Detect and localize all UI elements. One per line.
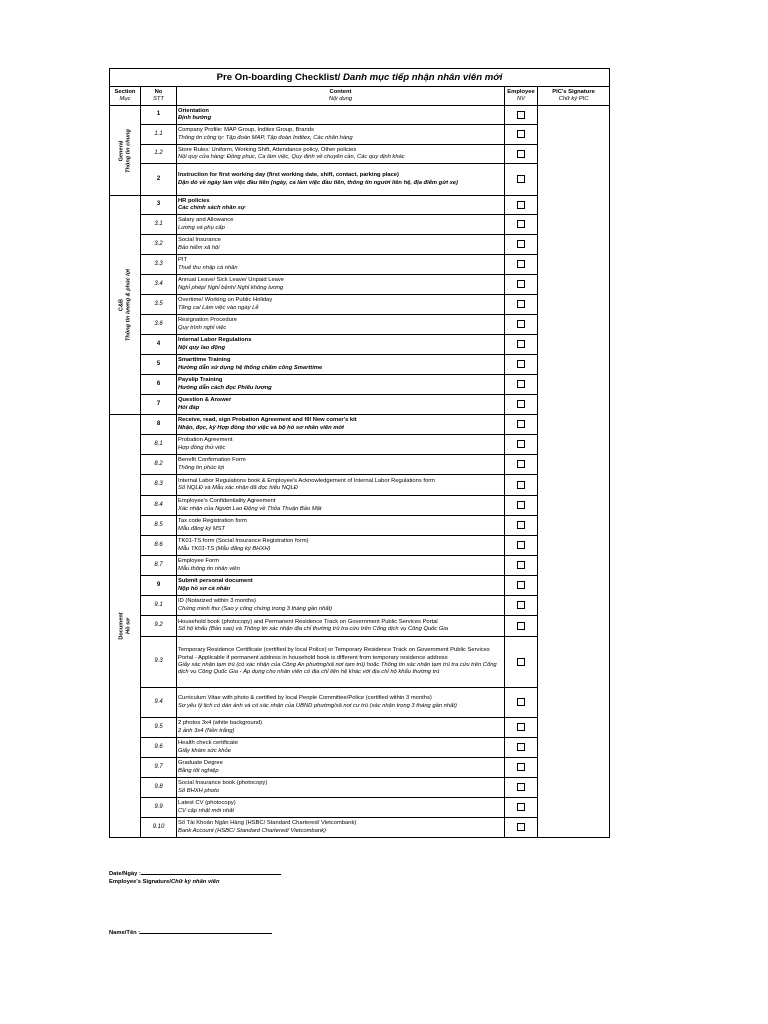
- content-vi: Lương và phụ cấp: [178, 224, 225, 231]
- content-en: 2 photos 3x4 (white background): [178, 720, 263, 727]
- table-row: [110, 798, 610, 818]
- employee-checkbox[interactable]: [517, 400, 525, 408]
- content-en: Curriculum Vitae with photo & certified by local People Committee/Police (certified within 3 months): [178, 695, 432, 702]
- table-row: [110, 616, 610, 637]
- content-en: Store Rules: Uniform, Working Shift, Attendance policy, Other policies: [178, 146, 357, 153]
- content-vi: Mẫu đăng ký MST: [178, 525, 226, 532]
- content-en: Số Tài Khoản Ngân Hàng (HSBC/ Standard Chartered/ Vietcombank): [178, 820, 357, 827]
- section-cb: [110, 196, 141, 415]
- row-number: 4: [141, 335, 177, 355]
- signature-label-vi: Chữ ký nhân viên: [170, 879, 220, 885]
- content-vi: Hướng dẫn cách đọc Phiếu lương: [178, 384, 272, 391]
- content-en: Company Profile: MAP Group, Inditex Group, Brands: [178, 127, 314, 134]
- table-row: [110, 395, 610, 415]
- row-content: [177, 516, 505, 536]
- content-en: HR policies: [178, 197, 210, 204]
- row-content: [177, 616, 505, 637]
- employee-check-cell: [505, 375, 538, 395]
- content-en: Resignation Procedure: [178, 317, 237, 324]
- employee-checkbox[interactable]: [517, 130, 525, 138]
- employee-check-cell: [505, 576, 538, 596]
- content-vi: Chứng minh thư (Sao y công chứng trong 3 tháng gần nhất): [178, 605, 333, 612]
- employee-check-cell: [505, 164, 538, 196]
- row-number: 8.2: [141, 455, 177, 475]
- row-content: [177, 496, 505, 516]
- content-vi: 2 ảnh 3x4 (Nền trắng): [178, 727, 235, 734]
- row-number: 9.9: [141, 798, 177, 818]
- content-vi: Hợp đồng thử việc: [178, 444, 226, 451]
- employee-check-cell: [505, 295, 538, 315]
- table-row: [110, 516, 610, 536]
- content-en: Temporary Residence Certificate (certified by local Police) or Temporary Residence Track on Government Public Services Portal - Applicable if permanent address in household book is different from temporary residence address: [178, 647, 490, 661]
- employee-check-cell: [505, 415, 538, 435]
- content-vi: Thuế thu nhập cá nhân: [178, 264, 238, 271]
- row-number: 8.7: [141, 556, 177, 576]
- employee-checkbox[interactable]: [517, 601, 525, 609]
- table-row: [110, 758, 610, 778]
- row-number: 8.1: [141, 435, 177, 455]
- content-vi: Bằng tốt nghiệp: [178, 767, 219, 774]
- row-content: [177, 718, 505, 738]
- row-content: [177, 738, 505, 758]
- table-row: [110, 255, 610, 275]
- employee-check-cell: [505, 106, 538, 125]
- row-content: [177, 196, 505, 215]
- header-content: Content Nội dung: [177, 87, 505, 106]
- employee-check-cell: [505, 475, 538, 496]
- row-number: 2: [141, 164, 177, 196]
- row-content: [177, 778, 505, 798]
- content-vi: Giấy xác nhận tạm trú (có xác nhận của Công An phường/xã nơi tạm trú) hoặc Thông tin xác nhận tạm trú tra cứu trên Cổng dịch vụ Công Quốc Gia - Áp dụng cho nhân viên có địa chỉ liên hệ khác với địa chỉ hộ khẩu thường trú: [178, 662, 497, 676]
- date-label: Date/Ngày :: [109, 871, 141, 877]
- section-label: Document: [118, 612, 125, 640]
- content-en: Instruction for first working day (first working date, shift, contact, parking place): [178, 172, 399, 179]
- checklist-sheet: [109, 68, 609, 838]
- row-number: 3: [141, 196, 177, 215]
- header-section: Section Mục: [110, 87, 141, 106]
- content-vi: Mẫu TK01-TS (Mẫu đăng ký BHXH): [178, 545, 271, 552]
- content-vi: Hỏi đáp: [178, 404, 200, 411]
- row-content: [177, 395, 505, 415]
- employee-check-cell: [505, 395, 538, 415]
- content-vi: Thông tin công ty: Tập đoàn MAP, Tập đoàn Inditex, Các nhãn hàng: [178, 134, 353, 141]
- employee-checkbox[interactable]: [517, 658, 525, 666]
- content-en: Smarttime Training: [178, 357, 231, 364]
- table-row: [110, 375, 610, 395]
- content-en: Orientation: [178, 107, 209, 114]
- row-number: 9.7: [141, 758, 177, 778]
- table-row: [110, 718, 610, 738]
- content-vi: Giấy khám sức khỏe: [178, 747, 231, 754]
- row-number: 1: [141, 106, 177, 125]
- content-en: PIT: [178, 257, 188, 264]
- row-number: 1.1: [141, 125, 177, 145]
- signature-footer: [109, 868, 281, 886]
- row-number: 3.2: [141, 235, 177, 255]
- row-content: [177, 315, 505, 335]
- employee-checkbox[interactable]: [517, 340, 525, 348]
- content-en: ID (Notarized within 3 months): [178, 598, 256, 605]
- content-en: Probation Agreement: [178, 437, 233, 444]
- employee-check-cell: [505, 718, 538, 738]
- row-number: 9.4: [141, 688, 177, 718]
- table-row: [110, 596, 610, 616]
- employee-checkbox[interactable]: [517, 240, 525, 248]
- content-vi: CV cập nhật mới nhất: [178, 807, 235, 814]
- employee-checkbox[interactable]: [517, 763, 525, 771]
- employee-checkbox[interactable]: [517, 481, 525, 489]
- section-label-vi: Thông tin lương & phúc lợi: [125, 268, 131, 342]
- header-pic-signature: PIC's Signature Chữ ký PIC: [538, 87, 610, 106]
- content-vi: Các chính sách nhân sự: [178, 205, 245, 211]
- row-content: [177, 475, 505, 496]
- row-number: 9: [141, 576, 177, 596]
- row-content: [177, 576, 505, 596]
- row-number: 5: [141, 355, 177, 375]
- header-no: No STT: [141, 87, 177, 106]
- content-vi: Hướng dẫn sử dụng hệ thống chấm công Smarttime: [178, 364, 323, 371]
- content-en: Tax code Registration form: [178, 518, 247, 525]
- row-content: [177, 355, 505, 375]
- employee-check-cell: [505, 125, 538, 145]
- row-content: [177, 688, 505, 718]
- employee-check-cell: [505, 335, 538, 355]
- content-en: Question & Answer: [178, 397, 232, 404]
- table-row: [110, 496, 610, 516]
- table-row: [110, 778, 610, 798]
- row-content: [177, 145, 505, 164]
- employee-check-cell: [505, 215, 538, 235]
- employee-checkbox[interactable]: [517, 561, 525, 569]
- row-number: 3.3: [141, 255, 177, 275]
- name-label: Name/Tên :: [109, 930, 141, 936]
- employee-checkbox[interactable]: [517, 803, 525, 811]
- employee-checkbox[interactable]: [517, 260, 525, 268]
- section-general: [110, 106, 141, 196]
- row-number: 6: [141, 375, 177, 395]
- content-en: Social Insurance book (photocopy): [178, 780, 268, 787]
- row-content: [177, 164, 505, 196]
- content-en: Latest CV (photocopy): [178, 800, 236, 807]
- employee-checkbox[interactable]: [517, 698, 525, 706]
- table-row: [110, 637, 610, 688]
- section-label: C&B: [118, 298, 125, 312]
- table-row: [110, 435, 610, 455]
- content-en: Employee's Confidentiality Agreement: [178, 498, 276, 505]
- content-vi: Nội quy cửa hàng: Đồng phục, Ca làm việc, Quy định về chuyên cần, Các quy định khác: [178, 154, 405, 160]
- row-number: 8: [141, 415, 177, 435]
- employee-checkbox[interactable]: [517, 111, 525, 119]
- employee-check-cell: [505, 435, 538, 455]
- row-number: 3.6: [141, 315, 177, 335]
- employee-checkbox[interactable]: [517, 280, 525, 288]
- row-content: [177, 106, 505, 125]
- employee-check-cell: [505, 798, 538, 818]
- employee-check-cell: [505, 637, 538, 688]
- row-content: [177, 556, 505, 576]
- employee-check-cell: [505, 455, 538, 475]
- table-row: [110, 215, 610, 235]
- employee-check-cell: [505, 688, 538, 718]
- row-number: 3.5: [141, 295, 177, 315]
- header-employee: Employee NV: [505, 87, 538, 106]
- employee-check-cell: [505, 235, 538, 255]
- content-vi: Định hướng: [178, 115, 212, 121]
- table-row: [110, 475, 610, 496]
- row-content: [177, 536, 505, 556]
- content-en: Health check certificate: [178, 740, 238, 747]
- table-row: [110, 415, 610, 435]
- table-row: [110, 235, 610, 255]
- content-vi: Nghỉ phép/ Nghỉ bệnh/ Nghỉ không lương: [178, 284, 284, 291]
- table-row: [110, 688, 610, 718]
- content-vi: Nội quy lao động: [178, 344, 226, 351]
- row-content: [177, 275, 505, 295]
- employee-checkbox[interactable]: [517, 823, 525, 831]
- row-number: 3.4: [141, 275, 177, 295]
- employee-check-cell: [505, 596, 538, 616]
- content-en: Submit personal document: [178, 578, 253, 585]
- employee-check-cell: [505, 255, 538, 275]
- content-en: Graduate Degree: [178, 760, 223, 767]
- content-vi: Nhận, đọc, ký Hợp đồng thử việc và bộ hồ sơ nhân viên mới: [178, 424, 344, 431]
- pic-signature-area[interactable]: [538, 106, 610, 838]
- content-en: Internal Labor Regulations: [178, 337, 252, 344]
- content-en: TK01-TS form (Social Insurance Registration form): [178, 538, 309, 545]
- content-en: Receive, read, sign Probation Agreement and fill New comer's kit: [178, 417, 357, 424]
- employee-checkbox[interactable]: [517, 380, 525, 388]
- row-content: [177, 255, 505, 275]
- row-content: [177, 596, 505, 616]
- content-vi: Bảo hiểm xã hội: [178, 244, 220, 251]
- content-en: Payslip Training: [178, 377, 223, 384]
- row-content: [177, 455, 505, 475]
- employee-checkbox[interactable]: [517, 300, 525, 308]
- content-vi: Xác nhận của Người Lao Động về Thỏa Thuận Bảo Mật: [178, 505, 322, 512]
- table-row: [110, 164, 610, 196]
- row-number: 9.2: [141, 616, 177, 637]
- table-row: [110, 738, 610, 758]
- section-label: General: [118, 140, 125, 161]
- row-number: 9.6: [141, 738, 177, 758]
- employee-check-cell: [505, 738, 538, 758]
- row-content: [177, 295, 505, 315]
- content-en: Salary and Allowance: [178, 217, 234, 224]
- table-row: [110, 275, 610, 295]
- table-row: [110, 455, 610, 475]
- employee-check-cell: [505, 145, 538, 164]
- employee-checkbox[interactable]: [517, 743, 525, 751]
- employee-check-cell: [505, 496, 538, 516]
- content-en: Internal Labor Regulations book & Employee's Acknowledgement of Internal Labor Regulations form: [178, 477, 435, 484]
- employee-check-cell: [505, 355, 538, 375]
- employee-checkbox[interactable]: [517, 581, 525, 589]
- content-vi: Sổ NQLĐ và Mẫu xác nhận đã đọc hiểu NQLĐ: [178, 485, 298, 491]
- section-document: [110, 415, 141, 838]
- row-number: 9.8: [141, 778, 177, 798]
- row-content: [177, 125, 505, 145]
- page-title: Pre On-boarding Checklist/ Danh mục tiếp nhận nhân viên mới: [110, 69, 610, 87]
- content-en: Overtime/ Working on Public Holiday: [178, 297, 273, 304]
- row-number: 8.5: [141, 516, 177, 536]
- content-vi: Nộp hồ sơ cá nhân: [178, 585, 231, 592]
- content-en: Annual Leave/ Sick Leave/ Unpaid Leave: [178, 277, 285, 284]
- employee-checkbox[interactable]: [517, 440, 525, 448]
- content-vi: Quy trình nghỉ việc: [178, 324, 227, 331]
- row-content: [177, 435, 505, 455]
- employee-check-cell: [505, 778, 538, 798]
- name-line[interactable]: [140, 927, 272, 934]
- table-row: [110, 125, 610, 145]
- row-content: [177, 415, 505, 435]
- employee-check-cell: [505, 275, 538, 295]
- row-content: [177, 215, 505, 235]
- employee-check-cell: [505, 516, 538, 536]
- row-number: 9.1: [141, 596, 177, 616]
- content-vi: Tăng ca/ Làm việc vào ngày Lễ: [178, 304, 259, 311]
- content-en: Benefit Confirmation Form: [178, 457, 246, 464]
- table-row: [110, 818, 610, 838]
- content-vi: Thông tin phúc lợi: [178, 464, 225, 471]
- content-en: Social Insurance: [178, 237, 221, 244]
- content-vi: Sơ yếu lý lịch có dán ảnh và có xác nhận của UBND phường/xã nơi cư trú (xác nhận trong 3 tháng gần nhất): [178, 702, 457, 709]
- date-line[interactable]: [141, 868, 281, 875]
- content-vi: Sổ hộ khẩu (Bản sao) và Thông tin xác nhận địa chỉ thường trú tra cứu trên Cổng dịch vụ Công Quốc Gia: [178, 626, 448, 632]
- row-number: 8.4: [141, 496, 177, 516]
- table-row: [110, 355, 610, 375]
- row-content: [177, 758, 505, 778]
- employee-checkbox[interactable]: [517, 320, 525, 328]
- content-vi: Dặn dò về ngày làm việc đầu tiên (ngày, ca làm việc đầu tiên, thông tin người liên hệ, địa điểm gửi xe): [178, 179, 458, 186]
- employee-check-cell: [505, 315, 538, 335]
- section-label-vi: Hồ sơ: [125, 618, 131, 634]
- table-row: [110, 315, 610, 335]
- employee-checkbox[interactable]: [517, 360, 525, 368]
- signature-label-en: Employee's Signature/: [109, 879, 171, 885]
- employee-checkbox[interactable]: [517, 501, 525, 509]
- employee-check-cell: [505, 196, 538, 215]
- employee-check-cell: [505, 616, 538, 637]
- row-number: 9.5: [141, 718, 177, 738]
- employee-check-cell: [505, 758, 538, 778]
- table-row: [110, 556, 610, 576]
- employee-checkbox[interactable]: [517, 622, 525, 630]
- section-label-vi: Thông tin chung: [125, 128, 131, 173]
- table-row: [110, 335, 610, 355]
- row-content: [177, 375, 505, 395]
- employee-checkbox[interactable]: [517, 460, 525, 468]
- table-row: [110, 196, 610, 215]
- employee-check-cell: [505, 818, 538, 838]
- row-content: [177, 637, 505, 688]
- row-content: [177, 798, 505, 818]
- content-vi: Bank Account (HSBC/ Standard Chartered/ Vietcombank): [178, 827, 326, 834]
- employee-checkbox[interactable]: [517, 201, 525, 209]
- name-footer: [109, 927, 272, 936]
- row-content: [177, 335, 505, 355]
- employee-checkbox[interactable]: [517, 541, 525, 549]
- row-number: 1.2: [141, 145, 177, 164]
- employee-checkbox[interactable]: [517, 175, 525, 183]
- employee-check-cell: [505, 556, 538, 576]
- content-vi: Mẫu thông tin nhân viên: [178, 565, 240, 572]
- row-number: 8.6: [141, 536, 177, 556]
- employee-checkbox[interactable]: [517, 723, 525, 731]
- row-number: 8.3: [141, 475, 177, 496]
- employee-checkbox[interactable]: [517, 220, 525, 228]
- content-en: Employee Form: [178, 558, 219, 565]
- table-row: [110, 536, 610, 556]
- row-content: [177, 235, 505, 255]
- table-row: [110, 295, 610, 315]
- content-vi: Sổ BHXH photo: [178, 787, 219, 794]
- row-number: 9.10: [141, 818, 177, 838]
- employee-checkbox[interactable]: [517, 521, 525, 529]
- checklist-table: [109, 68, 610, 838]
- row-number: 3.1: [141, 215, 177, 235]
- row-number: 9.3: [141, 637, 177, 688]
- table-row: [110, 576, 610, 596]
- employee-checkbox[interactable]: [517, 150, 525, 158]
- employee-checkbox[interactable]: [517, 783, 525, 791]
- table-row: [110, 106, 610, 125]
- employee-check-cell: [505, 536, 538, 556]
- row-number: 7: [141, 395, 177, 415]
- row-content: [177, 818, 505, 838]
- employee-checkbox[interactable]: [517, 420, 525, 428]
- content-en: Household book (photocopy) and Permanent Residence Track on Government Public Services Portal: [178, 618, 438, 625]
- table-row: [110, 145, 610, 164]
